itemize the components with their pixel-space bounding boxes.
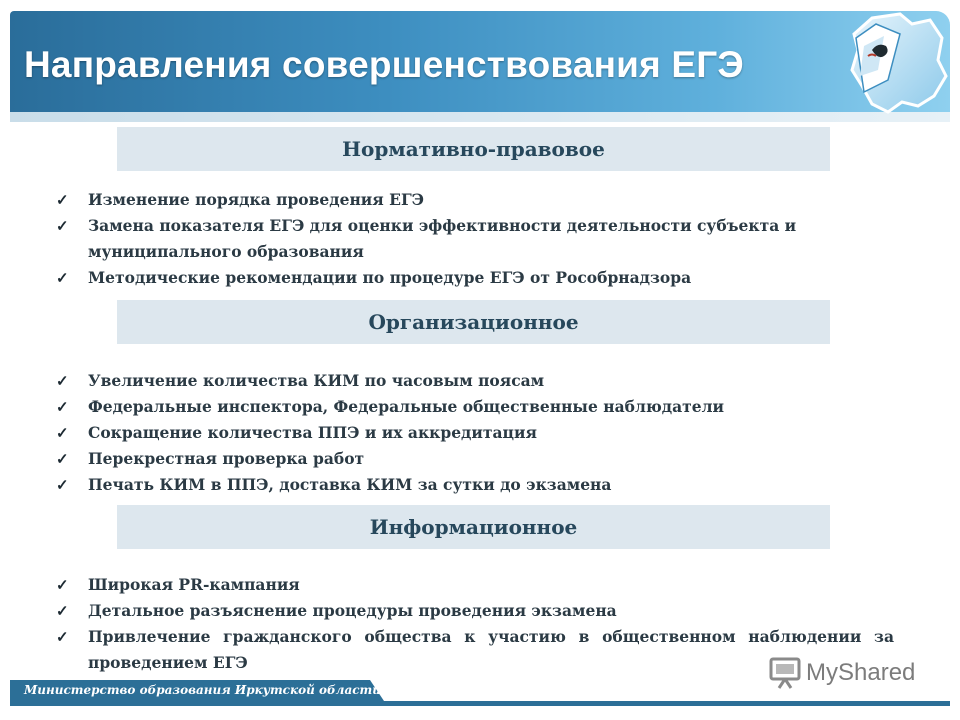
title-banner-band bbox=[10, 112, 950, 122]
list-item: ✓ Привлечение гражданского общества к участию в общественном наблюдении за проведением ЕГЭ bbox=[56, 624, 894, 676]
list-item: ✓ Печать КИМ в ППЭ, доставка КИМ за сутки до экзамена bbox=[56, 472, 894, 498]
list-item: ✓ Перекрестная проверка работ bbox=[56, 446, 894, 472]
slide-title: Направления совершенствования ЕГЭ bbox=[24, 44, 744, 85]
list-item: ✓ Федеральные инспектора, Федеральные общественные наблюдатели bbox=[56, 394, 894, 420]
checkmark-icon: ✓ bbox=[56, 269, 69, 287]
checkmark-icon: ✓ bbox=[56, 191, 69, 209]
list-item: ✓ Детальное разъяснение процедуры проведения экзамена bbox=[56, 598, 894, 624]
list-item: ✓ Замена показателя ЕГЭ для оценки эффективности деятельности субъекта и муниципального образования bbox=[56, 213, 894, 265]
section-header-informational bbox=[117, 505, 830, 549]
checkmark-icon: ✓ bbox=[56, 424, 69, 442]
watermark-text: MyShared bbox=[806, 659, 916, 686]
list-item: ✓ Сокращение количества ППЭ и их аккредитация bbox=[56, 420, 894, 446]
section-list-normative bbox=[56, 187, 894, 291]
list-item: ✓ Изменение порядка проведения ЕГЭ bbox=[56, 187, 894, 213]
checkmark-icon: ✓ bbox=[56, 476, 69, 494]
presentation-icon bbox=[768, 656, 802, 690]
footer-ministry: Министерство образования Иркутской области bbox=[24, 683, 381, 697]
checkmark-icon: ✓ bbox=[56, 217, 69, 235]
checkmark-icon: ✓ bbox=[56, 450, 69, 468]
list-item: ✓ Широкая PR-кампания bbox=[56, 572, 894, 598]
checkmark-icon: ✓ bbox=[56, 398, 69, 416]
section-header-organizational bbox=[117, 300, 830, 344]
region-logo-icon bbox=[842, 10, 952, 122]
checkmark-icon: ✓ bbox=[56, 372, 69, 390]
section-title: Организационное bbox=[368, 310, 579, 334]
section-list-organizational bbox=[56, 368, 894, 498]
list-item: ✓ Увеличение количества КИМ по часовым поясам bbox=[56, 368, 894, 394]
section-header-normative bbox=[117, 127, 830, 171]
checkmark-icon: ✓ bbox=[56, 602, 69, 620]
section-title: Нормативно-правовое bbox=[342, 137, 605, 161]
section-title: Информационное bbox=[369, 515, 578, 539]
checkmark-icon: ✓ bbox=[56, 576, 69, 594]
watermark bbox=[768, 656, 915, 690]
list-item: ✓ Методические рекомендации по процедуре ЕГЭ от Рособрнадзора bbox=[56, 265, 894, 291]
checkmark-icon: ✓ bbox=[56, 628, 69, 646]
